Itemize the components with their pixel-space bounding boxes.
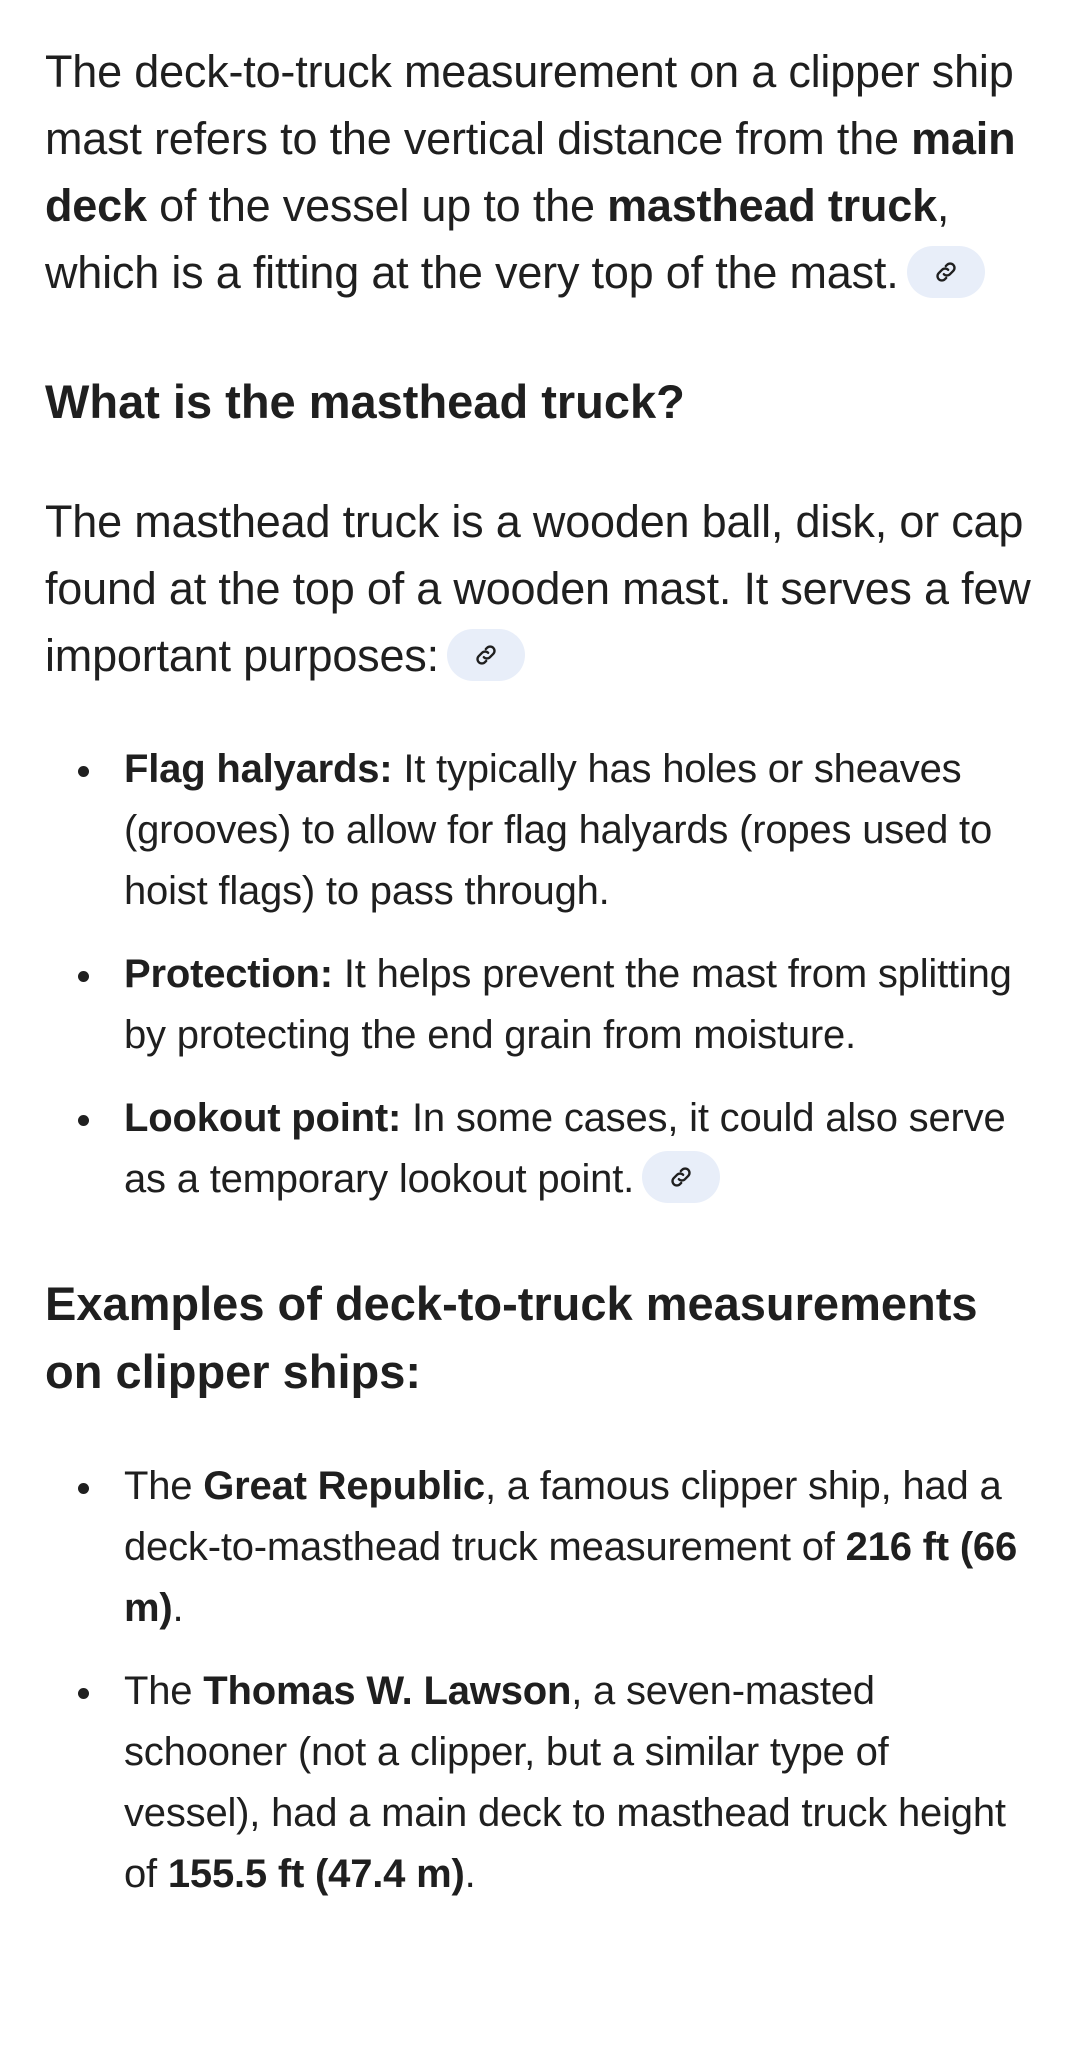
example-text-2: , a seven-masted schooner (not a clipper, but a similar type of vessel), had a main deck to masthead truck height of — [124, 1669, 1006, 1896]
example-measurement: 216 ft (66 m) — [124, 1525, 1018, 1630]
section-heading-examples: Examples of deck-to-truck measurements on clipper ships: — [45, 1277, 978, 1398]
list-item-text: In some cases, it could also serve as a temporary lookout point. — [124, 1096, 1006, 1201]
list-item-label: Lookout point: — [124, 1096, 402, 1140]
intro-paragraph — [45, 38, 1035, 306]
list-item — [45, 1456, 1035, 1639]
list-item-label: Protection: — [124, 952, 333, 996]
example-text-1: The — [124, 1464, 204, 1508]
link-icon — [933, 259, 959, 285]
example-text-3: . — [464, 1852, 476, 1896]
intro-bold-masthead-truck: masthead truck — [607, 180, 937, 231]
source-link-chip[interactable] — [907, 246, 985, 298]
list-item-label: Flag halyards: — [124, 747, 393, 791]
list-item — [45, 739, 1035, 922]
examples-list — [45, 1456, 1035, 1905]
intro-bold-main-deck: main deck — [45, 113, 1016, 231]
masthead-paragraph — [45, 488, 1035, 689]
intro-text-1: The deck-to-truck measurement on a clipper ship mast refers to the vertical distance from the — [45, 46, 1014, 164]
masthead-text: The masthead truck is a wooden ball, disk, or cap found at the top of a wooden mast. It serves a few important purposes: — [45, 496, 1031, 681]
link-icon — [473, 642, 499, 668]
example-measurement: 155.5 ft (47.4 m) — [167, 1852, 465, 1896]
intro-text-2: of the vessel up to the — [146, 180, 608, 231]
list-item — [45, 1088, 1035, 1210]
intro-text-3: , which is a fitting at the very top of the mast. — [45, 180, 950, 298]
list-item — [45, 944, 1035, 1066]
purposes-list — [45, 739, 1035, 1210]
example-text-3: . — [172, 1586, 184, 1630]
list-item-text: It helps prevent the mast from splitting by protecting the end grain from moisture. — [124, 952, 1012, 1057]
source-link-chip[interactable] — [447, 629, 525, 681]
example-ship-name: Thomas W. Lawson — [203, 1669, 572, 1713]
section-heading-masthead-truck: What is the masthead truck? — [45, 375, 685, 428]
example-text-2: , a famous clipper ship, had a deck-to-masthead truck measurement of — [124, 1464, 1002, 1569]
example-ship-name: Great Republic — [203, 1464, 485, 1508]
list-item — [45, 1661, 1035, 1905]
list-item-text: It typically has holes or sheaves (grooves) to allow for flag halyards (ropes used to hoist flags) to pass through. — [124, 747, 993, 913]
link-icon — [668, 1164, 694, 1190]
source-link-chip[interactable] — [642, 1151, 720, 1203]
example-text-1: The — [124, 1669, 204, 1713]
